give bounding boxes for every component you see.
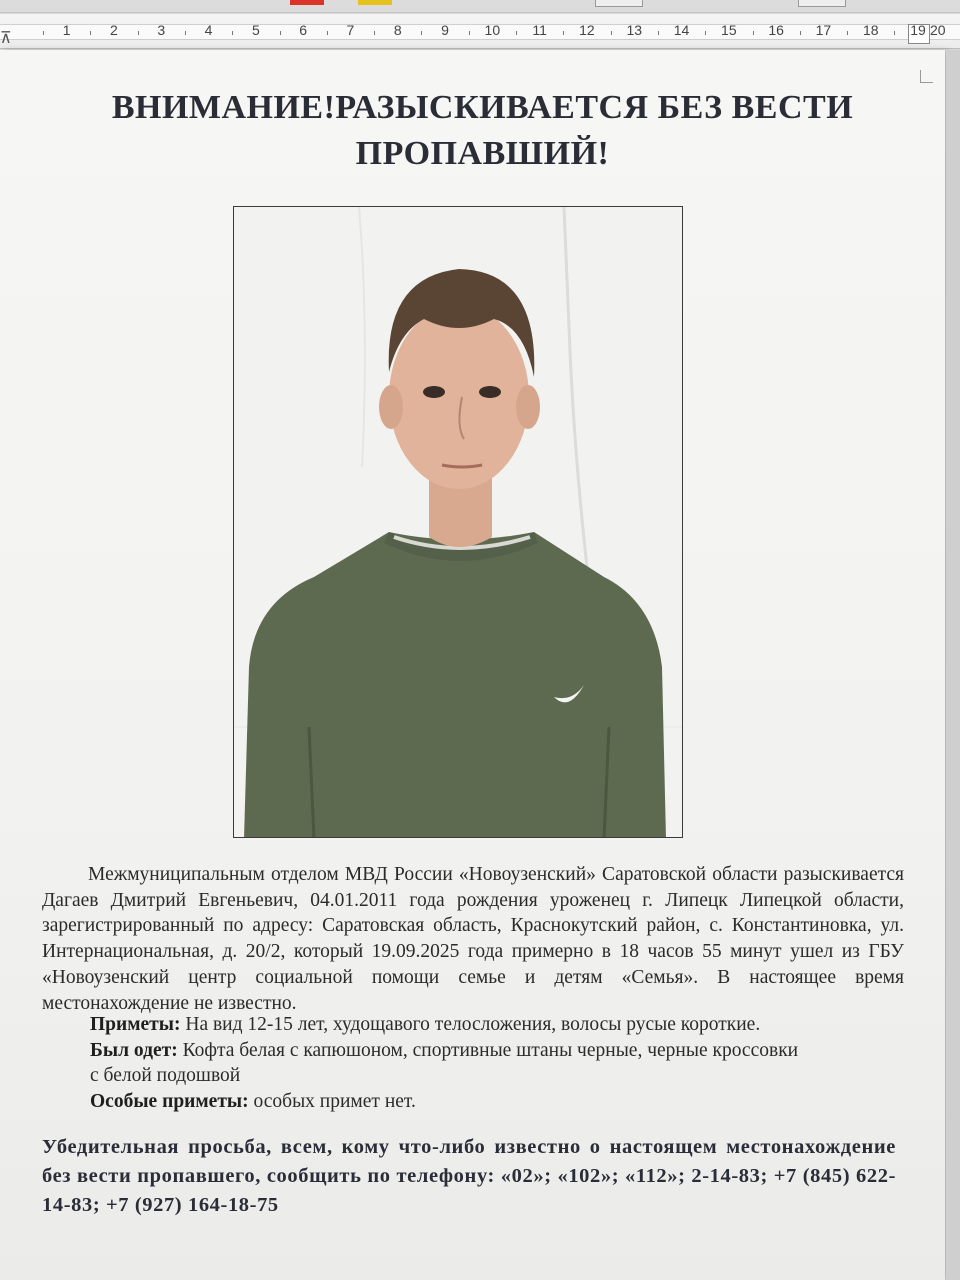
ruler-number: 2 — [110, 22, 118, 38]
ruler-tick — [327, 31, 328, 35]
signs-text: На вид 12-15 лет, худощавого телосложения, волосы русые короткие. — [180, 1014, 761, 1035]
indent-marker-icon[interactable]: ⊼ — [0, 30, 12, 47]
ruler-number: 9 — [441, 22, 449, 38]
main-paragraph: Межмуниципальным отделом МВД России «Новоузенский» Саратовской области разыскивается Дагаев Дмитрий Евгеньевич, 04.01.2011 года рождения уроженец г. Липецк Липецкой области, зарегистрированный по адресу: Саратовская область, Краснокутский район, с. Константиновка, ул. Интернациональная, д. 20/2, который 19.09.2025 года примерно в 18 часов 55 минут ушел из ГБУ «Новоузенский центр социальной помощи семье и детям «Семья». В настоящее время местонахождение не известно. — [42, 864, 904, 1014]
special-signs-line — [90, 1089, 952, 1115]
ruler-number: 13 — [626, 22, 643, 38]
clothing-text: Кофта белая с капюшоном, спортивные штаны черные, черные кроссовки — [177, 1039, 799, 1061]
clothing-continuation: с белой подошвой — [90, 1065, 241, 1087]
ruler-tick — [138, 31, 139, 35]
ruler-number: 14 — [673, 22, 690, 38]
toolbar-strip — [0, 0, 960, 13]
ruler-tick — [516, 31, 517, 35]
description-block — [42, 1012, 952, 1115]
ruler-number: 4 — [204, 22, 213, 38]
ruler-tick — [800, 31, 801, 35]
ruler-tick — [232, 31, 233, 35]
ruler-tick — [705, 31, 706, 35]
ruler-tick — [90, 31, 91, 35]
ruler-number: 10 — [484, 22, 501, 38]
signs-line — [90, 1012, 952, 1038]
contact-appeal: Убедительная просьба, всем, кому что-либо известно о настоящем местонахождение без вести пропавшего, сообщить по телефону: «02»; «102»; «112»; 2-14-83; +7 (845) 622-14-83; +7 (927) 164-18-75 — [42, 1136, 896, 1216]
ruler-tick — [469, 31, 470, 35]
ruler-number: 17 — [815, 22, 832, 38]
ruler-number: 15 — [721, 22, 737, 38]
ruler-number: 16 — [768, 22, 784, 38]
ruler-tick — [185, 31, 186, 35]
ruler-number: 8 — [393, 22, 402, 38]
margin-corner-mark — [920, 70, 933, 83]
ruler-number: 19 — [910, 22, 926, 38]
special-signs-label: Особые приметы: — [90, 1091, 249, 1113]
ruler-tick — [374, 31, 375, 35]
ruler-tick — [563, 31, 564, 35]
ruler-number: 3 — [157, 22, 166, 38]
ruler-tick — [43, 31, 44, 35]
ruler-tick — [280, 31, 281, 35]
ruler-number: 12 — [579, 22, 595, 38]
ruler-number: 18 — [862, 22, 879, 38]
ruler-number: 1 — [62, 22, 71, 38]
ruler-tick — [753, 31, 754, 35]
missing-person-photo — [233, 206, 683, 838]
window-edge — [946, 50, 960, 1280]
ruler-tick — [847, 31, 848, 35]
ruler-number: 20 — [930, 22, 946, 38]
ruler-number: 11 — [532, 22, 547, 38]
toolbar-red-swatch[interactable] — [290, 0, 324, 5]
ruler-tick — [421, 31, 422, 35]
special-signs-text: особых примет нет. — [248, 1091, 416, 1113]
toolbar-yellow-swatch[interactable] — [358, 0, 392, 5]
toolbar-button[interactable] — [595, 0, 643, 7]
clothing-line — [90, 1038, 952, 1064]
ruler-number: 7 — [346, 22, 355, 38]
ruler-number: 5 — [251, 22, 260, 38]
toolbar-button[interactable] — [798, 0, 846, 7]
ruler-tick — [611, 31, 612, 35]
horizontal-ruler[interactable] — [0, 14, 960, 49]
document-page[interactable] — [0, 50, 945, 1280]
ruler-tick — [894, 31, 895, 35]
photo-illustration — [234, 207, 683, 838]
clothing-label: Был одет: — [90, 1039, 178, 1061]
page-title: ВНИМАНИЕ!РАЗЫСКИВАЕТСЯ БЕЗ ВЕСТИ ПРОПАВШИЙ! — [111, 89, 854, 172]
signs-label: Приметы: — [90, 1014, 181, 1035]
ruler-number: 6 — [299, 22, 308, 38]
ruler-tick — [658, 31, 659, 35]
